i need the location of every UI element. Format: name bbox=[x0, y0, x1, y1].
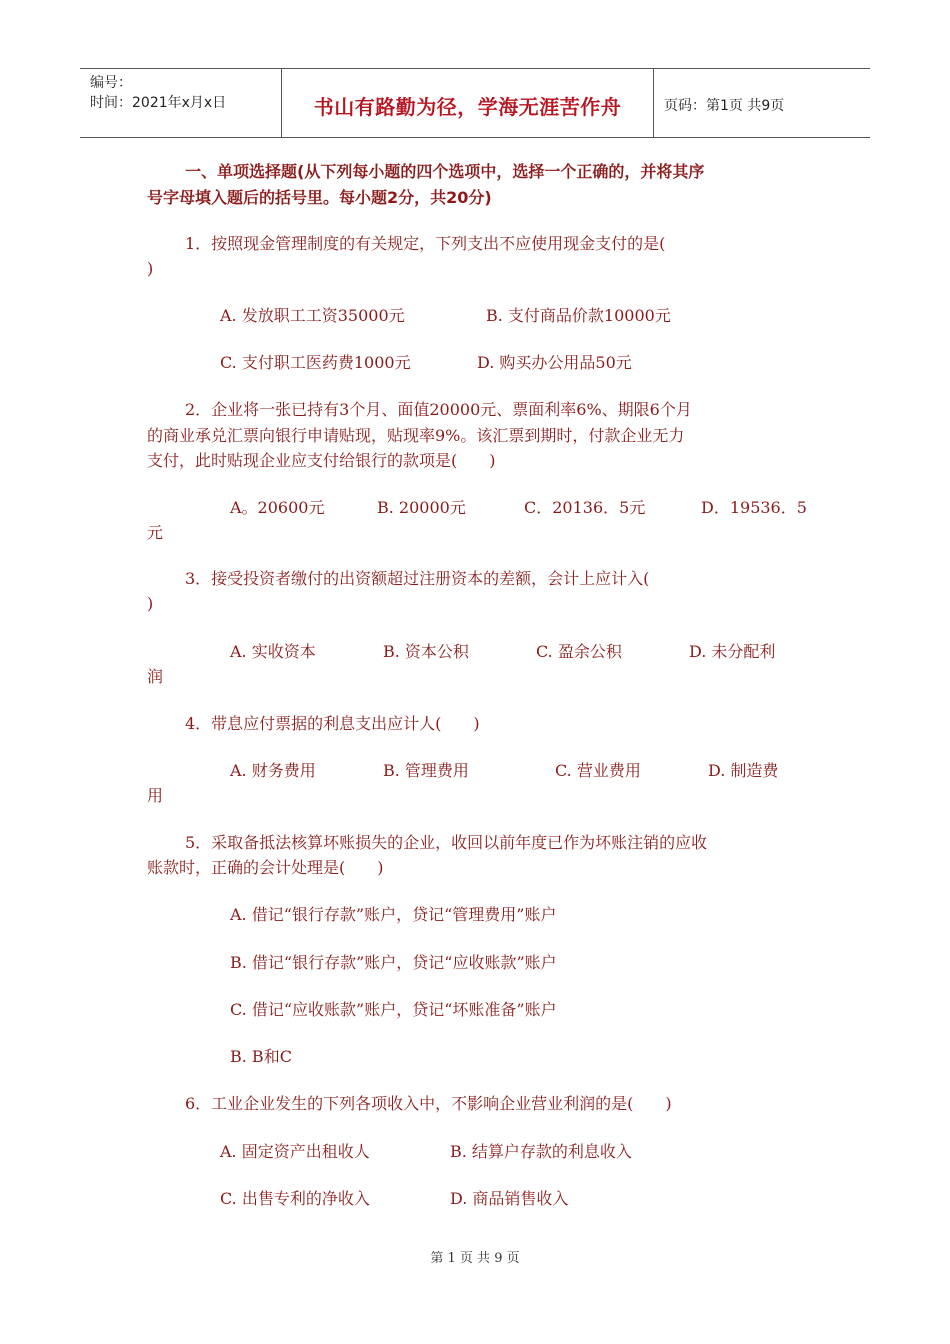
header-motto-cell bbox=[282, 69, 654, 137]
page-footer: 第 1 页 共 9 页 bbox=[430, 1251, 520, 1266]
section-title-line-2: 号字母填入题后的括号里。每小题2分，共20分) bbox=[147, 188, 492, 207]
q4-option-a: A. 财务费用 bbox=[230, 761, 316, 780]
q2-option-d: D．19536．5 bbox=[701, 498, 807, 517]
q1-option-c: C. 支付职工医药费1000元 bbox=[220, 353, 411, 372]
q3-option-b: B. 资本公积 bbox=[383, 642, 469, 661]
header-meta bbox=[80, 69, 282, 137]
q3-stem-line-2: ) bbox=[147, 594, 154, 613]
q1-option-d: D. 购买办公用品50元 bbox=[477, 353, 632, 372]
q1-stem-line-1: 1．按照现金管理制度的有关规定，下列支出不应使用现金支付的是( bbox=[185, 234, 666, 253]
q4-option-wrap: 用 bbox=[147, 786, 164, 805]
q2-option-c: C．20136．5元 bbox=[524, 498, 646, 517]
q2-stem-line-1: 2．企业将一张已持有3个月、面值20000元、票面利率6%、期限6个月 bbox=[185, 400, 692, 419]
q2-option-b: B. 20000元 bbox=[377, 498, 466, 517]
section-title-line-1: 一、单项选择题(从下列每小题的四个选项中，选择一个正确的，并将其序 bbox=[185, 162, 705, 181]
q5-stem-line-1: 5．采取备抵法核算坏账损失的企业，收回以前年度已作为坏账注销的应收 bbox=[185, 833, 708, 852]
motto: 书山有路勤为径，学海无涯苦作舟 bbox=[313, 95, 622, 119]
page-info: 页码：第1页 共9页 bbox=[664, 98, 785, 114]
q3-option-c: C. 盈余公积 bbox=[536, 642, 622, 661]
q1-option-b: B. 支付商品价款10000元 bbox=[486, 306, 671, 325]
q5-option-c: C. 借记“应收账款”账户，贷记“坏账准备”账户 bbox=[230, 1000, 557, 1019]
q4-option-d: D. 制造费 bbox=[708, 761, 779, 780]
q3-stem-line-1: 3．接受投资者缴付的出资额超过注册资本的差额，会计上应计入( bbox=[185, 569, 650, 588]
q3-option-wrap: 润 bbox=[147, 667, 164, 686]
q6-option-b: B. 结算户存款的利息收入 bbox=[450, 1142, 632, 1161]
q5-option-d: B. B和C bbox=[230, 1047, 292, 1066]
q3-option-d: D. 未分配利 bbox=[689, 642, 776, 661]
q5-option-a: A. 借记“银行存款”账户，贷记“管理费用”账户 bbox=[230, 905, 557, 924]
q5-option-b: B. 借记“银行存款”账户，贷记“应收账款”账户 bbox=[230, 953, 557, 972]
q2-stem-line-2: 的商业承兑汇票向银行申请贴现，贴现率9%。该汇票到期时，付款企业无力 bbox=[147, 426, 685, 445]
q6-option-d: D. 商品销售收入 bbox=[450, 1189, 569, 1208]
q6-option-c: C. 出售专利的净收入 bbox=[220, 1189, 370, 1208]
q1-option-a: A. 发放职工工资35000元 bbox=[220, 306, 405, 325]
q2-stem-line-3: 支付，此时贴现企业应支付给银行的款项是( ) bbox=[147, 451, 496, 470]
number-label: 编号： bbox=[90, 75, 132, 91]
time-label: 时间：2021年x月x日 bbox=[90, 95, 227, 111]
q6-stem: 6．工业企业发生的下列各项收入中，不影响企业营业利润的是( ) bbox=[185, 1094, 672, 1113]
q4-stem: 4．带息应付票据的利息支出应计人( ) bbox=[185, 714, 480, 733]
q3-option-a: A. 实收资本 bbox=[230, 642, 316, 661]
header-page-cell bbox=[654, 69, 870, 137]
q4-option-c: C. 营业费用 bbox=[555, 761, 641, 780]
q1-stem-line-2: ) bbox=[147, 259, 154, 278]
q2-option-a: A。20600元 bbox=[230, 498, 325, 517]
q5-stem-line-2: 账款时，正确的会计处理是( ) bbox=[147, 858, 384, 877]
q6-option-a: A. 固定资产出租收人 bbox=[220, 1142, 370, 1161]
q2-option-wrap: 元 bbox=[147, 523, 164, 542]
q4-option-b: B. 管理费用 bbox=[383, 761, 469, 780]
document-header bbox=[80, 68, 870, 138]
